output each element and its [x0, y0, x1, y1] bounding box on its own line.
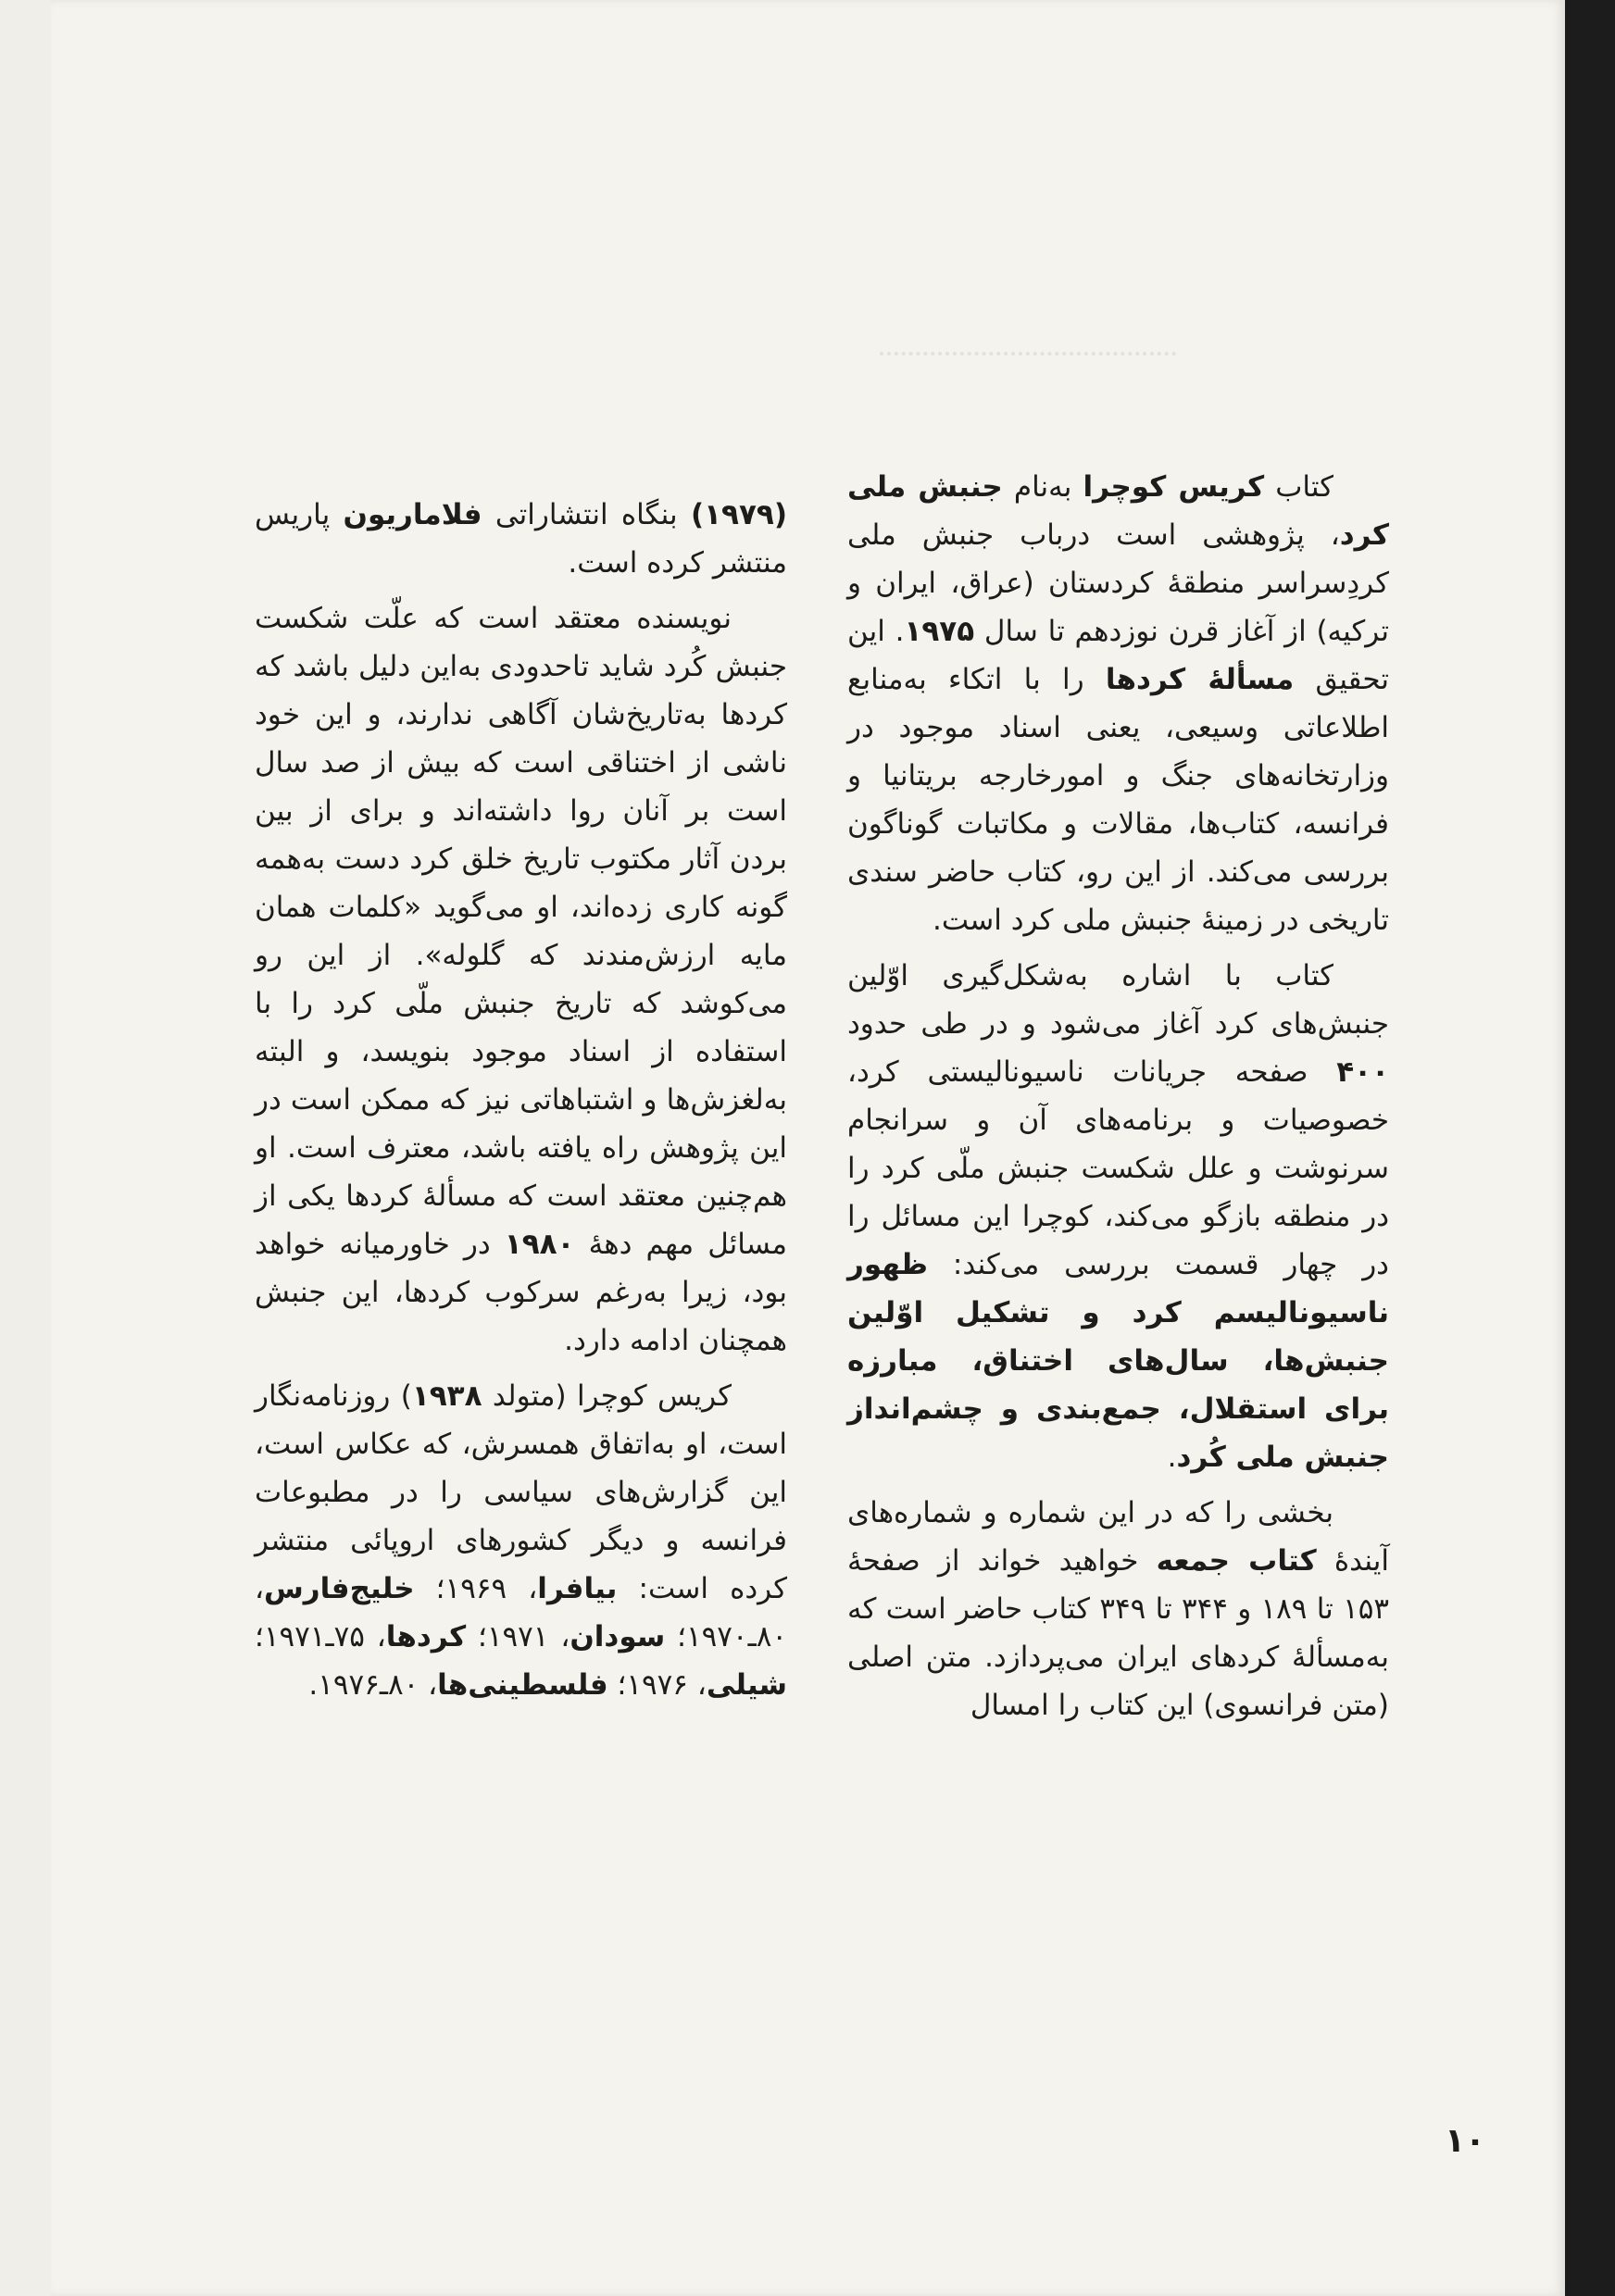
text-column-right — [847, 463, 1389, 2157]
text-run: . — [1167, 1441, 1177, 1474]
report-title: خلیج‌فارس — [264, 1572, 415, 1605]
paragraph-author-view — [255, 594, 787, 1365]
author-name: کریس کوچرا — [1083, 470, 1265, 504]
book-title: جنبش ملی کرد — [847, 470, 1389, 552]
text-run: کتاب — [1264, 470, 1333, 504]
text-run: ، ۱۹۷۶؛ — [607, 1668, 707, 1702]
bleed-through-artifact — [713, 204, 1417, 259]
text-run: ، پژوهشی است درباب جنبش ملی کردِسراسر منطقهٔ کردستان (عراق، ایران و ترکیه) از آغاز قرن نوزدهم تا سال — [847, 518, 1390, 648]
text-run: . این تحقیق — [847, 615, 1390, 696]
paragraph-book-structure — [847, 952, 1389, 1481]
report-title: کردها — [385, 1620, 467, 1653]
magazine-name: کتاب جمعه — [1156, 1544, 1317, 1578]
text-run: به‌نام — [1002, 470, 1083, 504]
text-run: ، ۷۵ـ۱۹۷۱؛ — [255, 1620, 386, 1653]
section-titles: ظهور ناسیونالیسم کرد و تشکیل اوّلین جنبش‌ها، سال‌های اختناق، مبارزه برای استقلال، جمع‌بندی و چشم‌انداز جنبش ملی کُرد — [847, 1248, 1389, 1474]
paragraph-author-bio — [255, 1372, 787, 1709]
text-run: بنگاه انتشاراتی — [482, 498, 691, 531]
text-run: کتاب با اشاره به‌شکل‌گیری اوّلین جنبش‌های کرد آغاز می‌شود و در طی حدود — [847, 959, 1389, 1041]
report-title: فلسطینی‌ها — [437, 1668, 608, 1702]
text-run: نویسنده معتقد است که علّت شکست جنبش کُرد شاید تاحدودی به‌این دلیل باشد که کردها به‌تاریخ‌شان آگاهی ندارند، و این خود ناشی از اختناقی است که بیش از صد سال است بر آنان روا داشته‌اند و برای از بین بردن آثار مکتوب تاریخ خلق کرد دست به‌همه گونه کاری زده‌اند، او می‌گوید «کلمات همان مایه ارزش‌مندند که گلوله». از این رو می‌کوشد که تاریخ جنبش ملّی کرد را با استفاده از اسناد موجود بنویسد، و البته به‌لغزش‌ها و اشتباهاتی نیز که ممکن است در این پژوهش راه یافته باشد، معترف است. او هم‌چنین معتقد است که مسألهٔ کردها یکی از مسائل مهم دههٔ — [255, 602, 787, 1261]
text-run: بخشی را که در این شماره و شماره‌های آیندهٔ — [847, 1496, 1389, 1578]
paragraph-excerpt-note — [847, 1489, 1389, 1729]
scan-dark-edge — [1565, 0, 1615, 2296]
text-run: را با اتکاء به‌منابع اطلاعاتی وسیعی، یعنی اسناد موجود در وزارتخانه‌های جنگ و امورخارجه بریتانیا و فرانسه، کتاب‌ها، مقالات و مکاتبات گوناگون بررسی می‌کند. از این رو، کتاب حاضر سندی تاریخی در زمینهٔ جنبش ملی کرد است. — [847, 663, 1389, 937]
text-column-left — [255, 491, 787, 2185]
scan-left-margin — [0, 0, 51, 2296]
year: ۱۹۷۵ — [904, 615, 975, 648]
text-run: ، ۸۰ـ۱۹۷۶. — [308, 1668, 438, 1702]
decade: ۱۹۸۰ — [504, 1228, 575, 1261]
text-run: در خاورمیانه خواهد بود، زیرا به‌رغم سرکوب کردها، این جنبش همچنان ادامه دارد. — [255, 1228, 787, 1357]
emphasis: مسألهٔ کردها — [1105, 663, 1295, 696]
text-run: صفحه جریانات ناسیونالیستی کرد، خصوصیات و برنامه‌های آن و سرانجام سرنوشت و علل شکست جنبش ملّی کرد را در منطقه بازگو می‌کند، کوچرا این مسائل را در چهار قسمت بررسی می‌کند: — [847, 1055, 1389, 1281]
text-run: ، ۸۰ـ۱۹۷۰؛ — [255, 1572, 787, 1653]
text-run: ، ۱۹۶۹؛ — [414, 1572, 538, 1605]
report-title: سودان — [570, 1620, 666, 1653]
birth-year: ۱۹۳۸ — [411, 1379, 482, 1413]
report-title: شیلی — [706, 1668, 787, 1702]
report-title: بیافرا — [537, 1572, 618, 1605]
paragraph-publisher — [255, 491, 787, 587]
page-count: ۴۰۰ — [1336, 1055, 1389, 1089]
text-run: کریس کوچرا (متولد — [482, 1379, 732, 1413]
text-run: ) روزنامه‌نگار است، او به‌اتفاق همسرش، که عکاس است، این گزارش‌های سیاسی را در مطبوعات فرانسه و دیگر کشورهای اروپائی منتشر کرده است: — [255, 1379, 788, 1605]
year: (۱۹۷۹) — [690, 498, 787, 531]
text-run: پاریس منتشر کرده است. — [255, 498, 787, 580]
publisher-name: فلاماریون — [343, 498, 482, 531]
paragraph-book-intro — [847, 463, 1389, 944]
text-run: ، ۱۹۷۱؛ — [466, 1620, 570, 1653]
page-number: ۱۰ — [1445, 2122, 1485, 2160]
bleed-through-artifact-line — [880, 324, 1176, 356]
text-run: خواهید خواند از صفحهٔ ۱۵۳ تا ۱۸۹ و ۳۴۴ تا ۳۴۹ کتاب حاضر است که به‌مسألهٔ کردهای ایران می‌پردازد. متن اصلی (متن فرانسوی) این کتاب را امسال — [847, 1544, 1390, 1722]
